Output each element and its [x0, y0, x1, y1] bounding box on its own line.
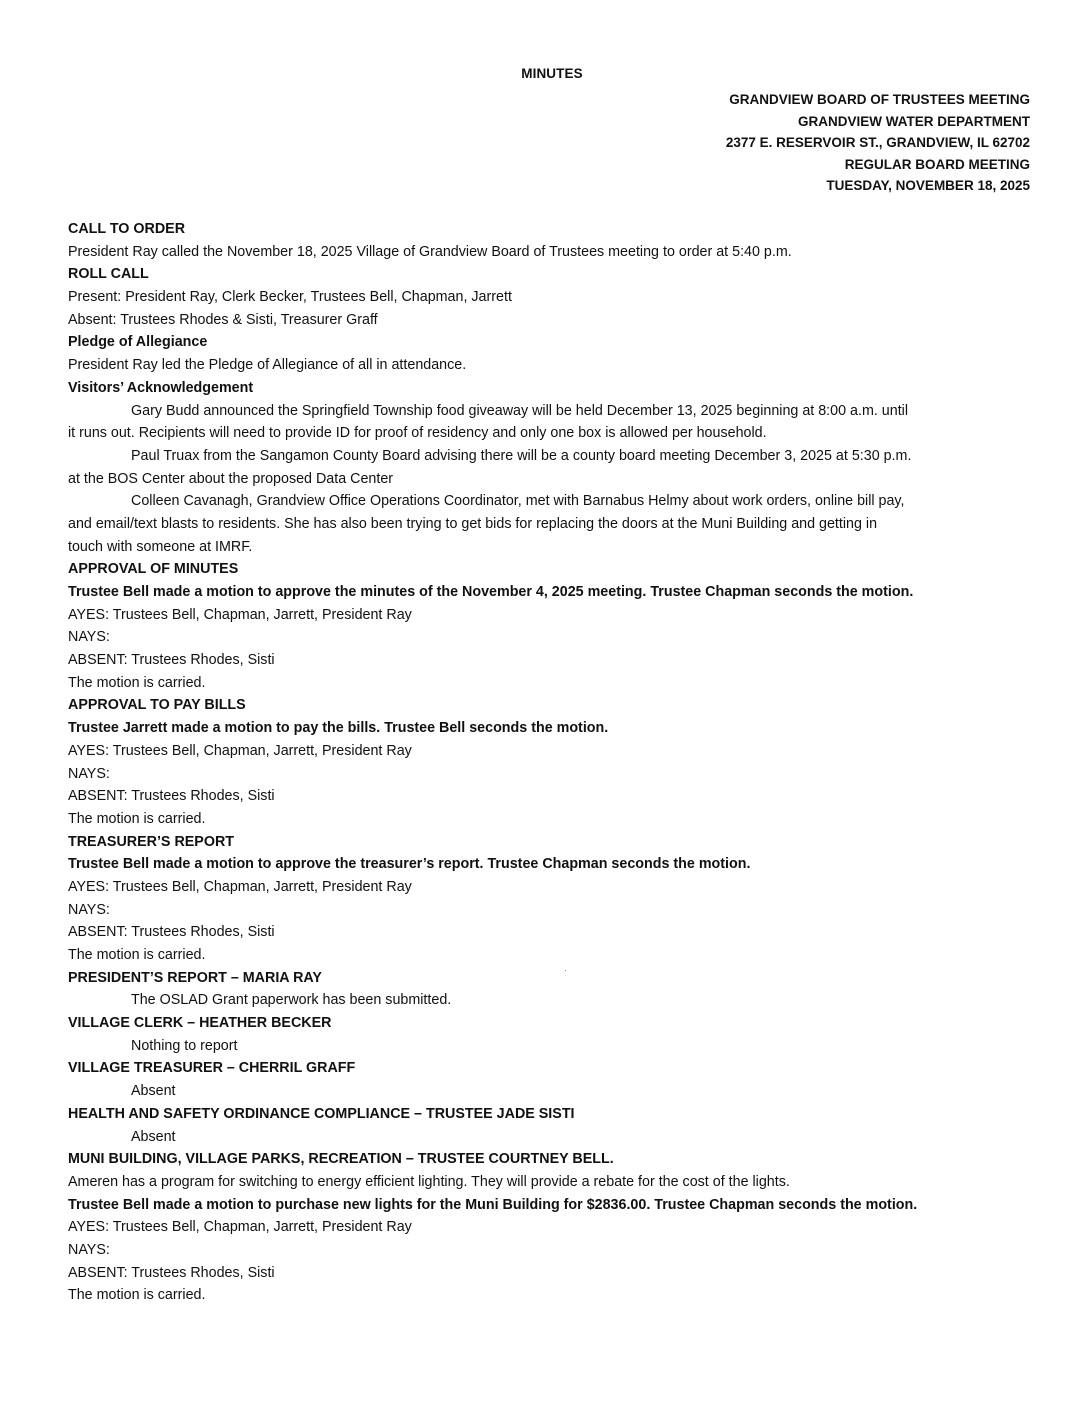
- paragraph: President Ray called the November 18, 2025 Village of Grandview Board of Trustees meeting to order at 5:40 p.m.: [68, 243, 792, 260]
- header-line: TUESDAY, NOVEMBER 18, 2025: [826, 178, 1030, 194]
- meeting-header: [726, 89, 1030, 197]
- motion-result: The motion is carried.: [68, 810, 206, 827]
- vote-nays: NAYS:: [68, 901, 110, 918]
- header-line: REGULAR BOARD MEETING: [844, 156, 1030, 172]
- paragraph: Ameren has a program for switching to energy efficient lighting. They will provide a rebate for the cost of the lights.: [68, 1173, 790, 1190]
- section-heading: ROLL CALL: [68, 266, 149, 283]
- vote-absent: ABSENT: Trustees Rhodes, Sisti: [68, 652, 275, 669]
- vote-ayes: AYES: Trustees Bell, Chapman, Jarrett, President Ray: [68, 878, 412, 895]
- motion-result: The motion is carried.: [68, 674, 206, 691]
- section-heading: VILLAGE TREASURER – CHERRIL GRAFF: [68, 1060, 356, 1077]
- section-heading: TREASURER’S REPORT: [68, 833, 235, 850]
- present-list: Present: President Ray, Clerk Becker, Trustees Bell, Chapman, Jarrett: [68, 289, 512, 306]
- paragraph: and email/text blasts to residents. She has also been trying to get bids for replacing the doors at the Muni Building and getting in: [68, 515, 878, 532]
- motion: Trustee Bell made a motion to approve the minutes of the November 4, 2025 meeting. Trustee Chapman seconds the motion.: [68, 584, 914, 600]
- vote-nays: NAYS:: [68, 1241, 110, 1258]
- motion: Trustee Bell made a motion to approve the treasurer’s report. Trustee Chapman seconds the motion.: [68, 856, 751, 873]
- motion-result: The motion is carried.: [68, 947, 206, 963]
- header-line: GRANDVIEW WATER DEPARTMENT: [798, 113, 1030, 129]
- motion: Trustee Bell made a motion to purchase new lights for the Muni Building for $2836.00. Trustee Chapman seconds the motion.: [68, 1196, 918, 1213]
- absent-list: Absent: Trustees Rhodes & Sisti, Treasurer Graff: [68, 311, 378, 328]
- vote-absent: ABSENT: Trustees Rhodes, Sisti: [68, 1264, 275, 1281]
- vote-ayes: AYES: Trustees Bell, Chapman, Jarrett, President Ray: [68, 606, 412, 623]
- header-line: 2377 E. RESERVOIR ST., GRANDVIEW, IL 62702: [725, 135, 1030, 151]
- paragraph: President Ray led the Pledge of Allegiance of all in attendance.: [68, 357, 467, 374]
- vote-absent: ABSENT: Trustees Rhodes, Sisti: [68, 924, 275, 941]
- section-heading: VILLAGE CLERK – HEATHER BECKER: [68, 1015, 332, 1032]
- section-heading: Pledge of Allegiance: [68, 334, 208, 351]
- paragraph: Absent: [131, 1083, 176, 1100]
- section-heading: APPROVAL TO PAY BILLS: [68, 697, 246, 714]
- paragraph: it runs out. Recipients will need to provide ID for proof of residency and only one box is allowed per household.: [68, 425, 767, 442]
- vote-absent: ABSENT: Trustees Rhodes, Sisti: [68, 788, 275, 805]
- document-title: MINUTES: [521, 66, 583, 81]
- section-heading: CALL TO ORDER: [68, 221, 186, 237]
- motion-result: The motion is carried.: [68, 1287, 206, 1304]
- section-heading: APPROVAL OF MINUTES: [68, 561, 239, 578]
- paragraph: The OSLAD Grant paperwork has been submitted.: [131, 992, 452, 1009]
- header-line: GRANDVIEW BOARD OF TRUSTEES MEETING: [729, 92, 1030, 107]
- motion: Trustee Jarrett made a motion to pay the bills. Trustee Bell seconds the motion.: [68, 720, 609, 737]
- scan-speck: [565, 970, 566, 971]
- paragraph: Gary Budd announced the Springfield Township food giveaway will be held December 13, 2025 beginning at 8:00 a.m. until: [131, 402, 909, 419]
- vote-ayes: AYES: Trustees Bell, Chapman, Jarrett, President Ray: [68, 742, 412, 759]
- paragraph: Absent: [131, 1128, 176, 1145]
- paragraph: at the BOS Center about the proposed Data Center: [68, 470, 394, 487]
- paragraph: Colleen Cavanagh, Grandview Office Operations Coordinator, met with Barnabus Helmy about work orders, online bill pay,: [131, 493, 905, 510]
- vote-ayes: AYES: Trustees Bell, Chapman, Jarrett, President Ray: [68, 1219, 412, 1236]
- section-heading: Visitors’ Acknowledgement: [68, 379, 254, 396]
- vote-nays: NAYS:: [68, 765, 110, 782]
- minutes-body: [68, 218, 1038, 1307]
- paragraph: Nothing to report: [131, 1037, 238, 1054]
- section-heading: HEALTH AND SAFETY ORDINANCE COMPLIANCE – TRUSTEE JADE SISTI: [68, 1105, 575, 1122]
- paragraph: touch with someone at IMRF.: [68, 538, 253, 555]
- vote-nays: NAYS:: [68, 629, 110, 646]
- paragraph: Paul Truax from the Sangamon County Board advising there will be a county board meeting December 3, 2025 at 5:30 p.m.: [131, 447, 912, 464]
- section-heading: MUNI BUILDING, VILLAGE PARKS, RECREATION – TRUSTEE COURTNEY BELL.: [68, 1151, 614, 1168]
- section-heading: PRESIDENT’S REPORT – MARIA RAY: [68, 969, 322, 986]
